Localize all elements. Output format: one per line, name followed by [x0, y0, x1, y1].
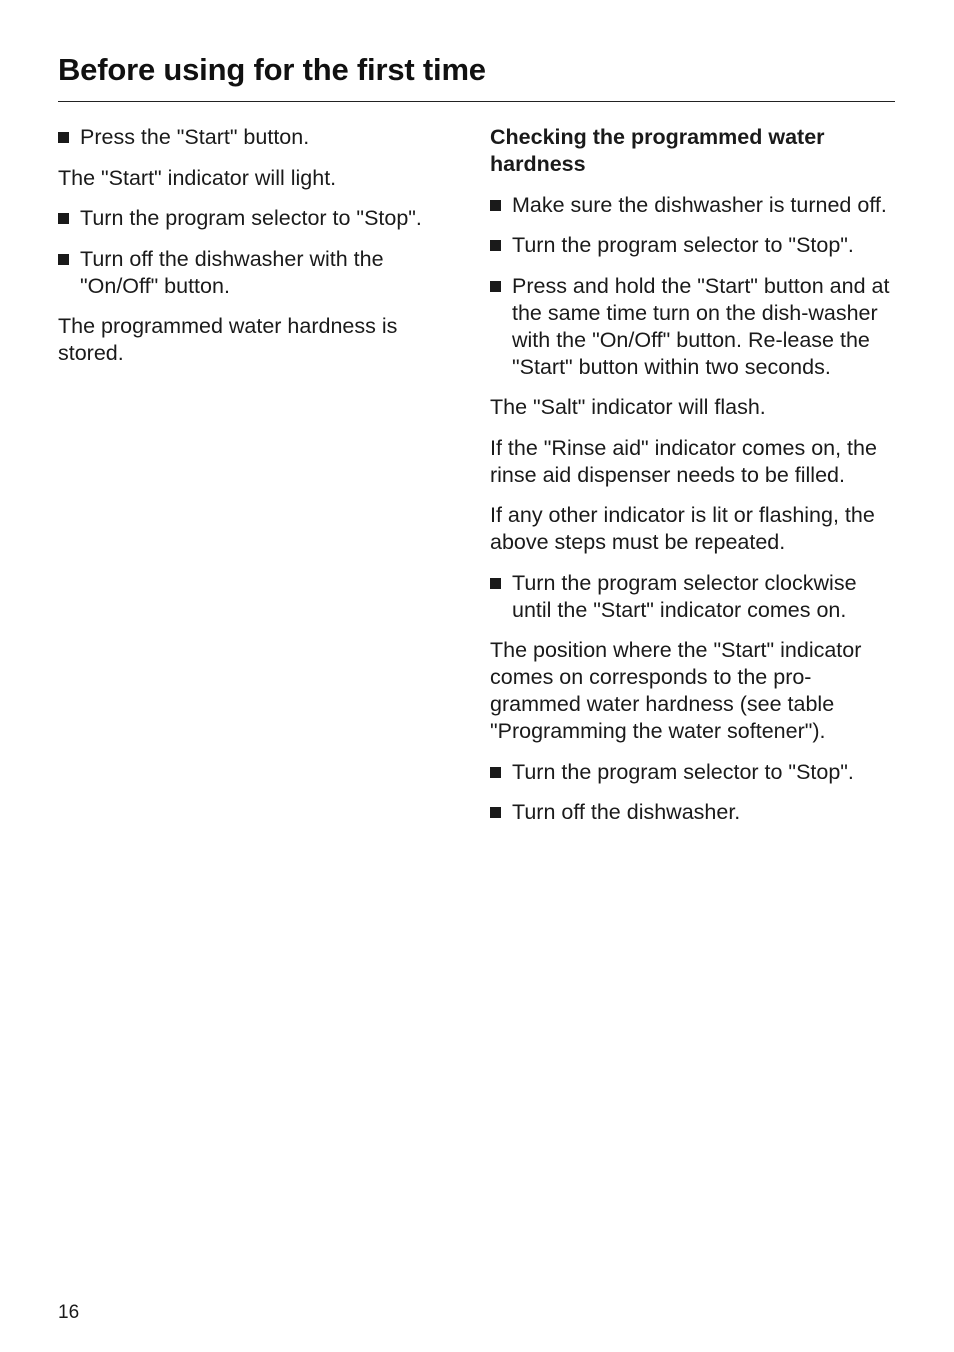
instruction-bullet [58, 124, 448, 151]
page-number: 16 [58, 1302, 80, 1323]
square-bullet-icon [58, 132, 69, 143]
square-bullet-icon [490, 807, 501, 818]
bullet-text: Press the "Start" button. [80, 125, 310, 149]
square-bullet-icon [490, 767, 501, 778]
square-bullet-icon [490, 200, 501, 211]
page-title: Before using for the first time [58, 52, 486, 87]
square-bullet-icon [490, 578, 501, 589]
instruction-bullet [58, 246, 448, 300]
bullet-text: Turn the program selector clockwise until the "Start" indicator comes on. [512, 570, 857, 622]
instruction-bullet [490, 273, 895, 381]
left-column [58, 124, 448, 381]
instruction-bullet [58, 205, 448, 232]
instruction-bullet [490, 570, 895, 624]
bullet-text: Make sure the dishwasher is turned off. [512, 192, 887, 217]
bullet-text: Turn the program selector to "Stop". [80, 206, 422, 230]
result-text: The "Salt" indicator will flash. [490, 395, 766, 419]
square-bullet-icon [58, 213, 69, 224]
right-column [490, 124, 895, 840]
square-bullet-icon [490, 240, 501, 251]
result-text: The programmed water hardness is stored. [58, 314, 398, 365]
instruction-bullet [490, 232, 895, 259]
instruction-bullet [490, 799, 895, 826]
bullet-text: Turn the program selector to "Stop". [512, 759, 854, 784]
section-heading: Checking the programmed water hardness [490, 125, 825, 176]
title-divider [58, 101, 895, 102]
result-text: If the "Rinse aid" indicator comes on, the rinse aid dispenser needs to be filled. [490, 435, 877, 487]
instruction-bullet [490, 192, 895, 219]
result-text: If any other indicator is lit or flashing, the above steps must be repeated. [490, 503, 875, 554]
instruction-bullet [490, 759, 895, 786]
result-text: The "Start" indicator will light. [58, 165, 337, 190]
bullet-text: Turn the program selector to "Stop". [512, 233, 854, 257]
bullet-text: Turn off the dishwasher. [512, 800, 741, 824]
bullet-text: Turn off the dishwasher with the "On/Off" button. [80, 246, 384, 298]
square-bullet-icon [58, 254, 69, 265]
result-text: The position where the "Start" indicator comes on corresponds to the pro-grammed water hardness (see table "Programming the water softener"). [490, 638, 862, 743]
bullet-text: Press and hold the "Start" button and at the same time turn on the dish-washer with the "On/Off" button. Re-lease the "Start" button within two seconds. [512, 273, 890, 379]
square-bullet-icon [490, 281, 501, 292]
